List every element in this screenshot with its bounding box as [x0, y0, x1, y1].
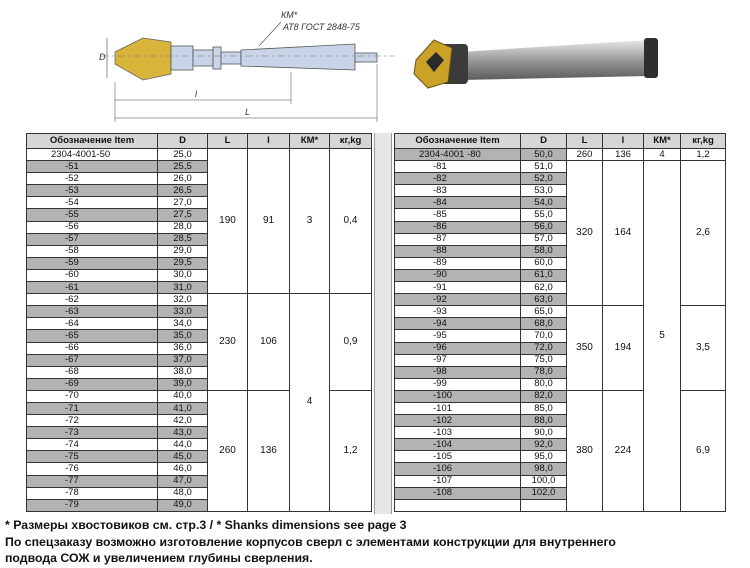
diameter: 34,0 [158, 318, 208, 330]
diameter: 63,0 [521, 294, 567, 306]
diameter: 51,0 [521, 161, 567, 173]
item-code: -81 [395, 161, 521, 173]
dim-l-small-label: l [195, 89, 197, 99]
item-code: -105 [395, 451, 521, 463]
weight: 2,6 [681, 161, 726, 306]
item-code: -106 [395, 463, 521, 475]
length-l: 91 [248, 149, 290, 294]
diameter: 98,0 [521, 463, 567, 475]
item-code: -86 [395, 221, 521, 233]
item-code: -58 [27, 245, 158, 257]
diameter: 32,0 [158, 294, 208, 306]
col-l-header: l [248, 134, 290, 149]
item-code: -74 [27, 439, 158, 451]
length-L: 190 [208, 149, 248, 294]
diameter: 36,0 [158, 342, 208, 354]
diameter: 47,0 [158, 475, 208, 487]
note-special-order: По спецзаказу возможно изготовление корпусов сверл с элементами конструкции для внутреннего [5, 535, 616, 549]
diameter: 65,0 [521, 306, 567, 318]
item-code: -91 [395, 282, 521, 294]
item-code: -64 [27, 318, 158, 330]
diameter: 62,0 [521, 282, 567, 294]
diameter: 85,0 [521, 402, 567, 414]
length-l: 224 [603, 390, 644, 511]
item-code: -52 [27, 173, 158, 185]
item-code: -70 [27, 390, 158, 402]
item-code: 2304-4001-50 [27, 149, 158, 161]
item-code: -76 [27, 463, 158, 475]
col-km-header: КМ* [644, 134, 681, 149]
item-code: -67 [27, 354, 158, 366]
diameter: 52,0 [521, 173, 567, 185]
morse-taper: 3 [290, 149, 330, 294]
item-code: -98 [395, 366, 521, 378]
diameter: 42,0 [158, 415, 208, 427]
item-code: -107 [395, 475, 521, 487]
length-l: 106 [248, 294, 290, 391]
item-code: -77 [27, 475, 158, 487]
diameter: 29,0 [158, 245, 208, 257]
col-kg-header: кг,kg [681, 134, 726, 149]
length-L: 260 [208, 390, 248, 511]
diameter: 41,0 [158, 402, 208, 414]
diameter: 27,5 [158, 209, 208, 221]
length-L: 350 [567, 306, 603, 391]
diameter: 49,0 [158, 499, 208, 511]
item-code: -59 [27, 257, 158, 269]
length-L: 260 [567, 149, 603, 161]
item-code: -95 [395, 330, 521, 342]
item-code: -57 [27, 233, 158, 245]
diameter: 75,0 [521, 354, 567, 366]
diameter: 48,0 [158, 487, 208, 499]
diameter: 72,0 [521, 342, 567, 354]
diameter: 28,0 [158, 221, 208, 233]
diameter: 70,0 [521, 330, 567, 342]
diameter: 50,0 [521, 149, 567, 161]
item-code: -92 [395, 294, 521, 306]
item-code: -84 [395, 197, 521, 209]
item-code: -88 [395, 245, 521, 257]
diameter: 80,0 [521, 378, 567, 390]
diameter: 82,0 [521, 390, 567, 402]
length-l: 136 [603, 149, 644, 161]
item-code: -90 [395, 269, 521, 281]
tool-drawing [95, 0, 405, 130]
diameter: 56,0 [521, 221, 567, 233]
diameter: 100,0 [521, 475, 567, 487]
diameter: 39,0 [158, 378, 208, 390]
item-code: -72 [27, 415, 158, 427]
diameter: 102,0 [521, 487, 567, 499]
diameter: 68,0 [521, 318, 567, 330]
table-divider [374, 133, 392, 514]
diameter: 29,5 [158, 257, 208, 269]
item-code: -68 [27, 366, 158, 378]
diameter: 57,0 [521, 233, 567, 245]
table-row [27, 149, 372, 161]
item-code: -53 [27, 185, 158, 197]
item-code: -54 [27, 197, 158, 209]
diameter: 31,0 [158, 282, 208, 294]
item-code: -82 [395, 173, 521, 185]
item-code: -102 [395, 415, 521, 427]
diameter: 95,0 [521, 451, 567, 463]
dim-l-big-label: L [245, 107, 251, 117]
diameter: 44,0 [158, 439, 208, 451]
note-special-order-cont: подвода СОЖ и увеличением глубины сверления. [5, 551, 313, 565]
left-spec-table [26, 133, 372, 512]
item-code: -96 [395, 342, 521, 354]
diameter: 35,0 [158, 330, 208, 342]
diameter: 25,5 [158, 161, 208, 173]
morse-taper: 4 [644, 149, 681, 161]
item-code: -83 [395, 185, 521, 197]
gost-label: АТ8 ГОСТ 2848-75 [283, 22, 360, 32]
length-L: 380 [567, 390, 603, 511]
weight: 0,4 [330, 149, 372, 294]
table-row [27, 294, 372, 306]
col-d-header: D [521, 134, 567, 149]
item-code: -78 [27, 487, 158, 499]
diameter: 61,0 [521, 269, 567, 281]
table-row [395, 149, 726, 161]
col-kg-header: кг,kg [330, 134, 372, 149]
empty-cell [395, 499, 521, 511]
length-L: 230 [208, 294, 248, 391]
diameter: 26,5 [158, 185, 208, 197]
col-l-header: l [603, 134, 644, 149]
item-code: -55 [27, 209, 158, 221]
note-shanks: * Размеры хвостовиков см. стр.3 / * Shanks dimensions see page 3 [5, 518, 407, 532]
item-code: -60 [27, 269, 158, 281]
item-code: -62 [27, 294, 158, 306]
diameter: 55,0 [521, 209, 567, 221]
item-code: -100 [395, 390, 521, 402]
item-code: -104 [395, 439, 521, 451]
diameter: 30,0 [158, 269, 208, 281]
weight: 1,2 [330, 390, 372, 511]
diameter: 28,5 [158, 233, 208, 245]
diameter: 38,0 [158, 366, 208, 378]
diameter: 45,0 [158, 451, 208, 463]
item-code: -61 [27, 282, 158, 294]
km-label: КМ* [281, 10, 298, 20]
weight: 3,5 [681, 306, 726, 391]
diameter: 25,0 [158, 149, 208, 161]
diameter: 43,0 [158, 427, 208, 439]
item-code: 2304-4001 -80 [395, 149, 521, 161]
dim-d-label: D [99, 52, 106, 62]
item-code: -75 [27, 451, 158, 463]
diameter: 60,0 [521, 257, 567, 269]
item-code: -97 [395, 354, 521, 366]
item-code: -89 [395, 257, 521, 269]
item-code: -85 [395, 209, 521, 221]
col-d-header: D [158, 134, 208, 149]
diameter: 37,0 [158, 354, 208, 366]
empty-cell [521, 499, 567, 511]
item-code: -87 [395, 233, 521, 245]
diameter: 53,0 [521, 185, 567, 197]
table-row [395, 161, 726, 173]
col-km-header: КМ* [290, 134, 330, 149]
morse-taper: 4 [290, 294, 330, 512]
diameter: 92,0 [521, 439, 567, 451]
col-L-header: L [208, 134, 248, 149]
diameter: 78,0 [521, 366, 567, 378]
diameter: 27,0 [158, 197, 208, 209]
item-code: -94 [395, 318, 521, 330]
weight: 6,9 [681, 390, 726, 511]
item-code: -101 [395, 402, 521, 414]
diameter: 88,0 [521, 415, 567, 427]
item-code: -71 [27, 402, 158, 414]
item-code: -69 [27, 378, 158, 390]
length-l: 194 [603, 306, 644, 391]
item-code: -65 [27, 330, 158, 342]
item-code: -108 [395, 487, 521, 499]
item-code: -51 [27, 161, 158, 173]
diameter: 26,0 [158, 173, 208, 185]
length-L: 320 [567, 161, 603, 306]
diameter: 40,0 [158, 390, 208, 402]
item-code: -99 [395, 378, 521, 390]
item-code: -63 [27, 306, 158, 318]
weight: 1,2 [681, 149, 726, 161]
diameter: 33,0 [158, 306, 208, 318]
item-code: -103 [395, 427, 521, 439]
item-code: -56 [27, 221, 158, 233]
item-code: -73 [27, 427, 158, 439]
item-code: -93 [395, 306, 521, 318]
diameter: 90,0 [521, 427, 567, 439]
right-spec-table [394, 133, 726, 512]
diameter: 58,0 [521, 245, 567, 257]
weight: 0,9 [330, 294, 372, 391]
length-l: 164 [603, 161, 644, 306]
item-code: -79 [27, 499, 158, 511]
col-item-header: Обозначение Item [27, 134, 158, 149]
col-item-header: Обозначение Item [395, 134, 521, 149]
tool-photo [408, 30, 663, 100]
diameter: 54,0 [521, 197, 567, 209]
morse-taper: 5 [644, 161, 681, 512]
item-code: -66 [27, 342, 158, 354]
diameter: 46,0 [158, 463, 208, 475]
col-L-header: L [567, 134, 603, 149]
length-l: 136 [248, 390, 290, 511]
